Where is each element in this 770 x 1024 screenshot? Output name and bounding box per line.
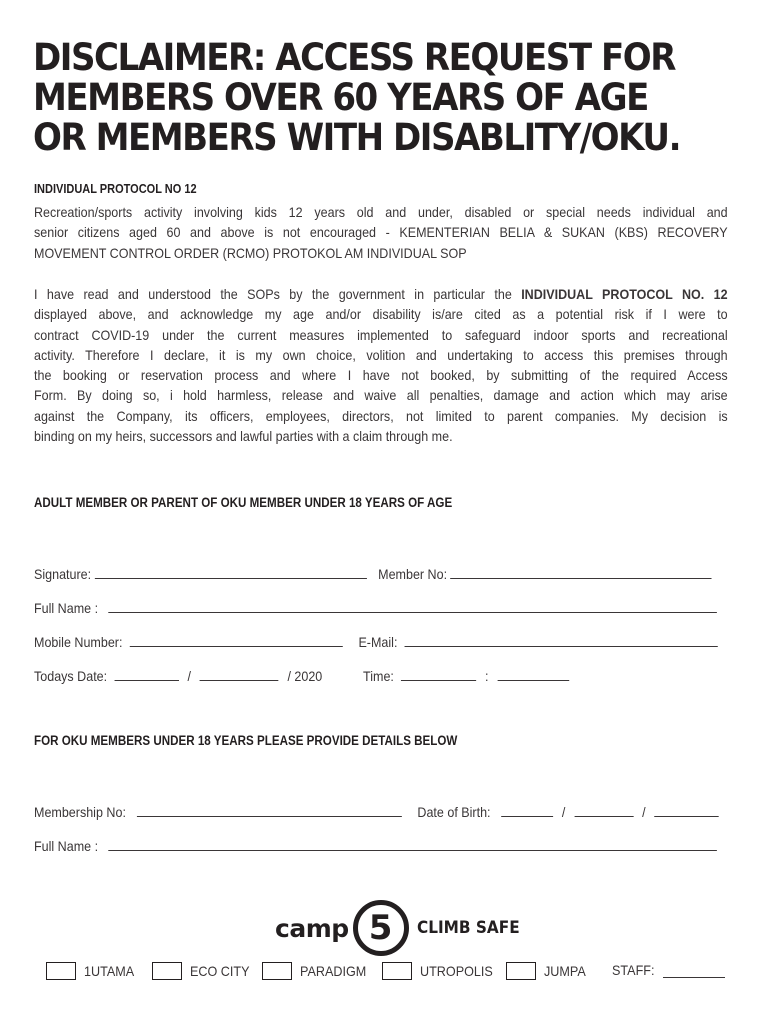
date-month-field[interactable] — [200, 666, 279, 681]
member-no-field[interactable] — [451, 564, 712, 579]
date-year: / 2020 — [287, 668, 323, 684]
title-line-1: DISCLAIMER: ACCESS REQUEST FOR — [33, 36, 675, 79]
membership-row — [34, 802, 719, 820]
location-label-utropolis: UTROPOLIS — [420, 963, 493, 979]
page-title — [33, 38, 695, 158]
logo-number: 5 — [368, 908, 393, 948]
dob-separator-2: / — [642, 804, 646, 820]
checkbox-jumpa[interactable] — [506, 962, 536, 980]
declaration-line-2: displayed above, and acknowledge my age and/or disability is/are cited as a potential risk if I were to — [34, 306, 728, 323]
full-name-row — [34, 598, 717, 616]
location-checkboxes — [0, 962, 770, 986]
declaration-line-8: binding on my heirs, successors and lawful parties with a claim through me. — [34, 428, 453, 445]
signature-row — [34, 564, 712, 582]
full-name-field[interactable] — [109, 598, 718, 613]
protocol-line-3: MOVEMENT CONTROL ORDER (RCMO) PROTOKOL AM INDIVIDUAL SOP — [34, 244, 467, 261]
declaration-line-1-text: I have read and understood the SOPs by the government in particular the — [34, 286, 522, 302]
dob-month-field[interactable] — [574, 802, 633, 817]
declaration-line-6: Form. By doing so, i hold harmless, release and waive all penalties, damage and action which may arise — [34, 387, 728, 404]
location-option-utropolis[interactable] — [382, 962, 501, 980]
time-label: Time: — [363, 668, 394, 684]
logo-wordmark: camp — [275, 913, 349, 943]
signature-field[interactable] — [95, 564, 367, 579]
staff-entry — [612, 962, 725, 978]
signature-label: Signature: — [34, 566, 92, 582]
mobile-number-field[interactable] — [130, 632, 343, 647]
protocol-line-2: senior citizens aged 60 and above is not encouraged - KEMENTERIAN BELIA & SUKAN (KBS) RECOVERY — [34, 224, 728, 241]
full-name-label: Full Name : — [34, 600, 99, 616]
checkbox-utropolis[interactable] — [382, 962, 412, 980]
logo-number-badge — [353, 900, 409, 956]
location-option-1utama[interactable] — [46, 962, 140, 980]
location-label-paradigm: PARADIGM — [300, 963, 367, 979]
oku-full-name-row — [34, 836, 717, 854]
dob-separator-1: / — [561, 804, 566, 820]
declaration-text — [34, 284, 728, 446]
protocol-text — [34, 202, 728, 263]
time-hour-field[interactable] — [401, 666, 476, 681]
date-time-row — [34, 666, 569, 684]
checkbox-1utama[interactable] — [46, 962, 76, 980]
location-label-eco-city: ECO CITY — [190, 963, 250, 979]
adult-section-heading: ADULT MEMBER OR PARENT OF OKU MEMBER UNDER 18 YEARS OF AGE — [34, 495, 453, 510]
camp5-logo — [275, 900, 531, 956]
protocol-heading: INDIVIDUAL PROTOCOL NO 12 — [34, 182, 197, 196]
declaration-line-3: contract COVID-19 under the current measures implemented to safeguard indoor sports and recreational — [34, 326, 728, 343]
oku-full-name-field[interactable] — [109, 836, 718, 851]
membership-no-label: Membership No: — [34, 804, 126, 820]
email-field[interactable] — [404, 632, 717, 647]
mobile-number-label: Mobile Number: — [34, 634, 123, 650]
staff-label: STAFF: — [612, 962, 655, 978]
logo-tagline: CLIMB SAFE — [416, 918, 520, 938]
time-minute-field[interactable] — [497, 666, 569, 681]
checkbox-eco-city[interactable] — [152, 962, 182, 980]
declaration-line-4: activity. Therefore I declare, it is my own choice, volition and undertaking to access this premises through — [34, 346, 728, 363]
checkbox-paradigm[interactable] — [262, 962, 292, 980]
staff-field[interactable] — [663, 963, 725, 978]
dob-year-field[interactable] — [655, 802, 719, 817]
location-option-paradigm[interactable] — [262, 962, 374, 980]
oku-full-name-label: Full Name : — [34, 838, 99, 854]
contact-row — [34, 632, 718, 650]
protocol-line-1: Recreation/sports activity involving kids 12 years old and under, disabled or special needs individual and — [34, 204, 728, 220]
email-label: E-Mail: — [358, 634, 398, 650]
declaration-line-1 — [34, 284, 728, 304]
declaration-line-7: against the Company, its officers, employees, directors, not limited to parent companies. My decision is — [34, 407, 728, 424]
declaration-protocol-ref: INDIVIDUAL PROTOCOL NO. 12 — [521, 286, 728, 302]
member-no-label: Member No: — [378, 566, 448, 582]
dob-day-field[interactable] — [501, 802, 553, 817]
time-separator: : — [484, 668, 489, 684]
location-option-jumpa[interactable] — [506, 962, 590, 980]
title-line-2: MEMBERS OVER 60 YEARS OF AGE — [33, 76, 648, 119]
date-separator: / — [187, 668, 191, 684]
title-line-3: OR MEMBERS WITH DISABLITY/OKU. — [33, 116, 681, 159]
location-option-eco-city[interactable] — [152, 962, 256, 980]
date-of-birth-label: Date of Birth: — [417, 804, 491, 820]
oku-section-heading: FOR OKU MEMBERS UNDER 18 YEARS PLEASE PROVIDE DETAILS BELOW — [34, 733, 458, 748]
date-day-field[interactable] — [114, 666, 178, 681]
location-label-jumpa: JUMPA — [544, 963, 586, 979]
todays-date-label: Todays Date: — [34, 668, 108, 684]
membership-no-field[interactable] — [137, 802, 402, 817]
declaration-line-5: the booking or reservation process and where I have not booked, by submitting of the required Access — [34, 367, 728, 384]
location-label-1utama: 1UTAMA — [84, 963, 135, 979]
